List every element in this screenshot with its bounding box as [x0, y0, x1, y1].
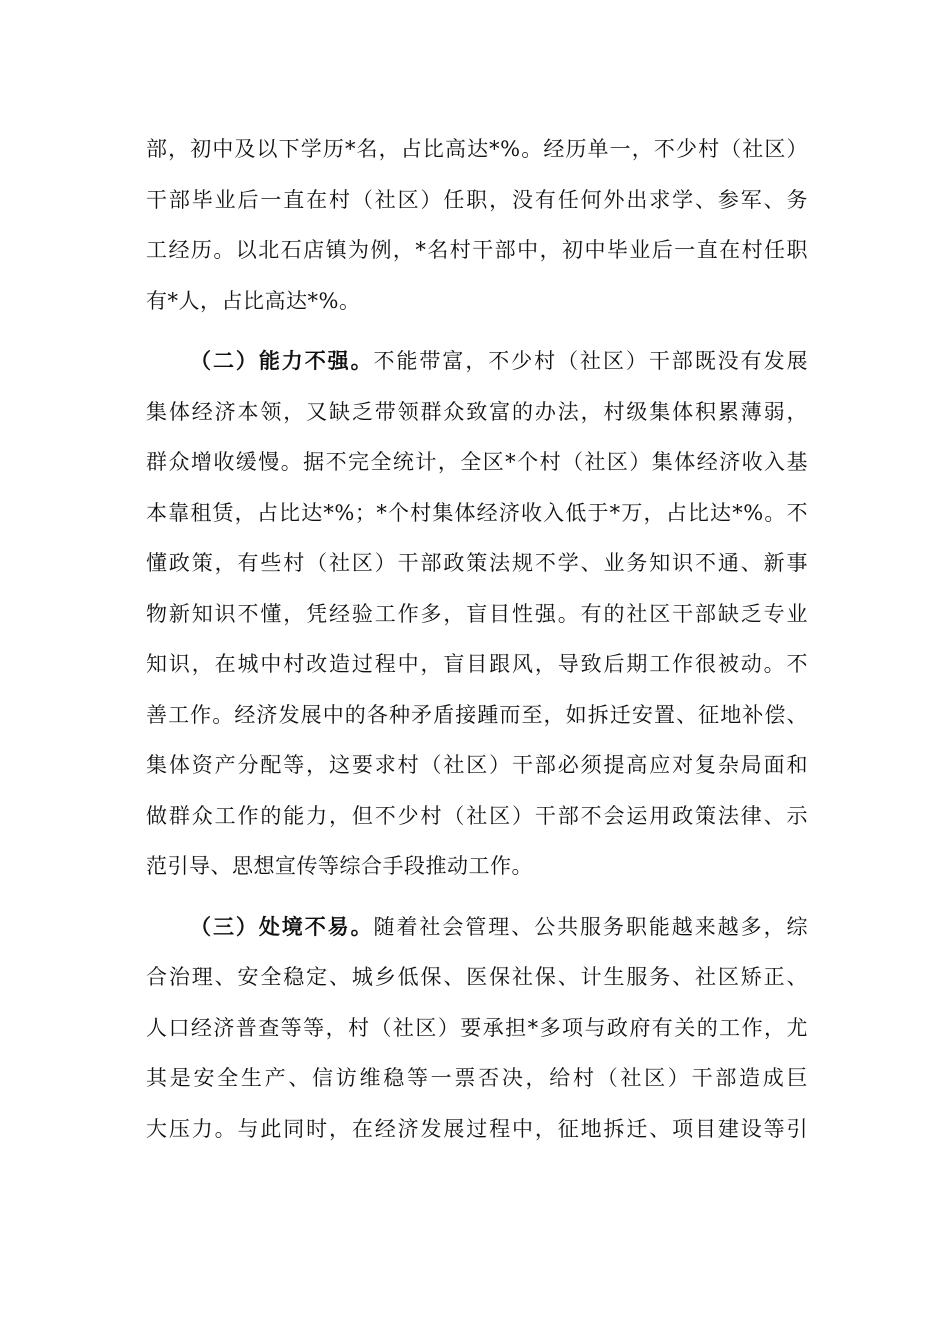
text-line: 其是安全生产、信访维稳等一票否决，给村（社区）干部造成巨 [146, 1066, 808, 1090]
text-line [146, 336, 808, 387]
text-line: 本靠租赁，占比达*%；*个村集体经济收入低于*万，占比达*%。不 [146, 500, 808, 525]
text-line: 做群众工作的能力，但不少村（社区）干部不会运用政策法律、示 [146, 803, 808, 828]
text-line: 范引导、思想宣传等综合手段推动工作。 [146, 854, 533, 878]
paragraph-situation [146, 902, 808, 1155]
text-line: 有*人，占比高达*%。 [146, 288, 361, 313]
section-heading: （三）处境不易。 [190, 913, 374, 939]
text-line: 部，初中及以下学历*名，占比高达*%。经历单一，不少村（社区） [146, 137, 808, 161]
text-line: 集体资产分配等，这要求村（社区）干部必须提高应对复杂局面和 [146, 753, 808, 777]
text-line: 群众增收缓慢。据不完全统计，全区*个村（社区）集体经济收入基 [146, 450, 808, 474]
text-line: 懂政策，有些村（社区）干部政策法规不学、业务知识不通、新事 [146, 551, 808, 575]
text-line: 善工作。经济发展中的各种矛盾接踵而至，如拆迁安置、征地补偿、 [146, 702, 808, 727]
text-line: 集体经济本领，又缺乏带领群众致富的办法，村级集体积累薄弱， [146, 399, 808, 424]
text-line: 干部毕业后一直在村（社区）任职，没有任何外出求学、参军、务 [146, 187, 808, 212]
text-line: 物新知识不懂，凭经验工作多，盲目性强。有的社区干部缺乏专业 [146, 601, 808, 626]
text-line: 人口经济普查等等，村（社区）要承担*多项与政府有关的工作，尤 [146, 1015, 808, 1040]
text-line: 工经历。以北石店镇为例，*名村干部中，初中毕业后一直在村任职 [146, 238, 808, 262]
text-run: 随着社会管理、公共服务职能越来越多，综 [373, 914, 809, 939]
text-line [146, 902, 808, 953]
text-line: 合治理、安全稳定、城乡低保、医保社保、计生服务、社区矫正、 [146, 965, 808, 989]
text-run: 不能带富，不少村（社区）干部既没有发展 [373, 349, 809, 373]
paragraph-ability [146, 336, 808, 892]
paragraph-continuation [146, 124, 808, 326]
document-body [146, 124, 808, 1154]
text-line: 大压力。与此同时，在经济发展过程中，征地拆迁、项目建设等引 [146, 1116, 808, 1141]
text-line: 知识，在城中村改造过程中，盲目跟风，导致后期工作很被动。不 [146, 652, 808, 676]
section-heading: （二）能力不强。 [190, 348, 374, 373]
